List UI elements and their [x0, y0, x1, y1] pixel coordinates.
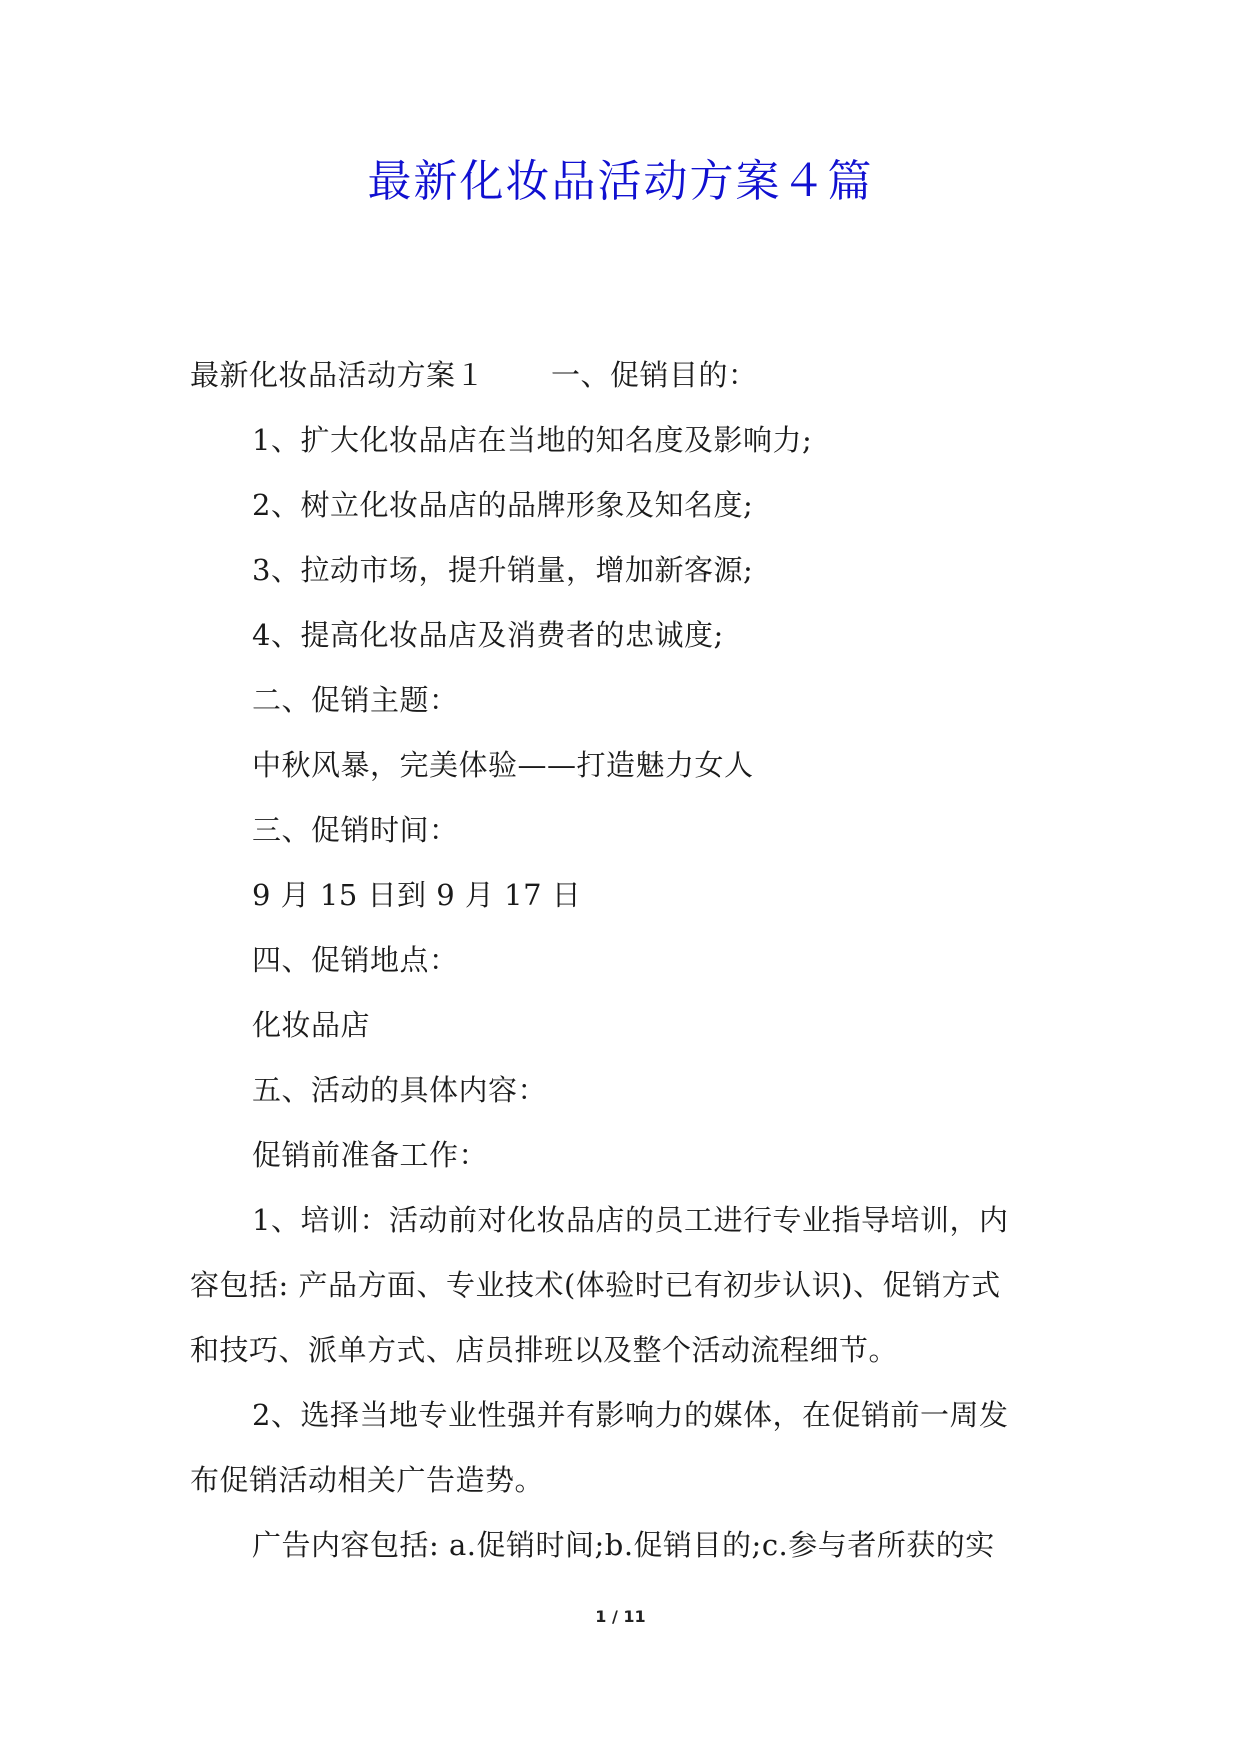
section-heading-location: 四、促销地点：	[252, 943, 459, 977]
location-text: 化妆品店	[252, 1008, 371, 1042]
document-body	[190, 355, 1060, 1590]
paragraph-training	[190, 1200, 1060, 1370]
paragraph-line: 广告内容包括: a.促销时间;b.促销目的;c.参与者所获的实	[252, 1528, 995, 1562]
paragraph-line: 容包括: 产品方面、专业技术(体验时已有初步认识)、促销方式	[190, 1268, 1001, 1302]
page-number: 1 / 11	[595, 1607, 646, 1626]
subheading-preparation: 促销前准备工作：	[252, 1138, 489, 1172]
theme-text: 中秋风暴，完美体验——打造魅力女人	[252, 748, 754, 782]
paragraph-line: 布促销活动相关广告造势。	[190, 1463, 545, 1497]
paragraph-line: 2、选择当地专业性强并有影响力的媒体，在促销前一周发	[252, 1398, 1009, 1432]
section-heading-time: 三、促销时间：	[252, 813, 459, 847]
section-heading-purpose: 一、促销目的：	[551, 358, 758, 392]
document-title: 最新化妆品活动方案４篇	[367, 156, 874, 207]
paragraph-media	[190, 1395, 1060, 1500]
paragraph-line: 1、培训：活动前对化妆品店的员工进行专业指导培训，内	[252, 1203, 1009, 1237]
list-item: 4、提高化妆品店及消费者的忠诚度;	[252, 618, 724, 652]
plan-heading: 最新化妆品活动方案１	[190, 358, 486, 392]
time-text: 9 月 15 日到 9 月 17 日	[252, 878, 582, 912]
first-line	[190, 355, 1060, 395]
section-heading-theme: 二、促销主题：	[252, 683, 459, 717]
paragraph-ad	[190, 1525, 1060, 1565]
list-item: 2、树立化妆品店的品牌形象及知名度;	[252, 488, 754, 522]
list-item: 1、扩大化妆品店在当地的知名度及影响力;	[252, 423, 813, 457]
section-heading-content: 五、活动的具体内容：	[252, 1073, 548, 1107]
list-item: 3、拉动市场，提升销量，增加新客源;	[252, 553, 754, 587]
paragraph-line: 和技巧、派单方式、店员排班以及整个活动流程细节。	[190, 1333, 899, 1367]
